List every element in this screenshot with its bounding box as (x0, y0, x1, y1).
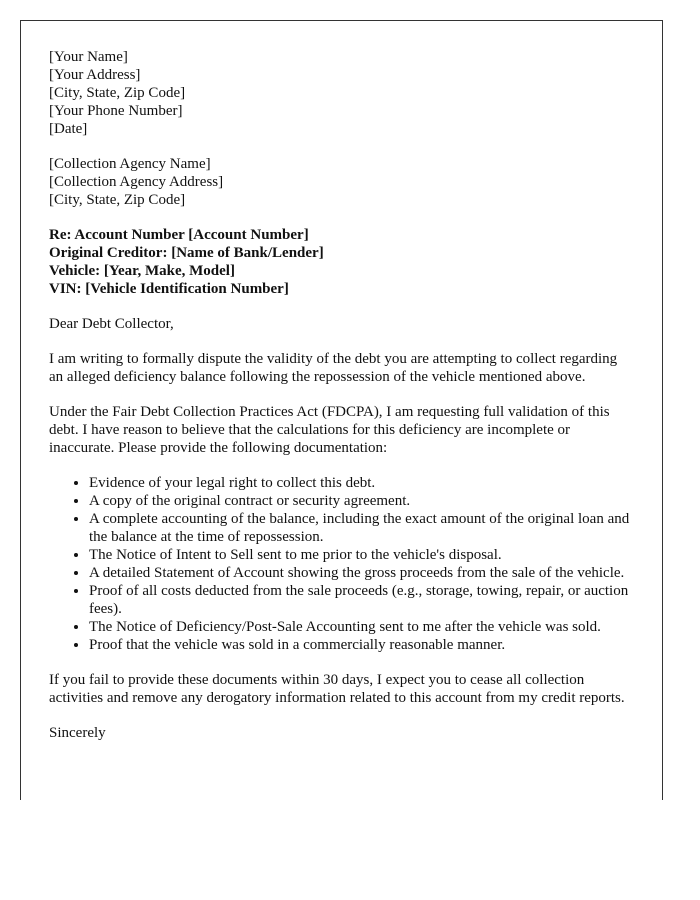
list-item: • Proof of all costs deducted from the sale proceeds (e.g., storage, towing, repair, or auction fees). (89, 582, 634, 618)
list-item: • The Notice of Intent to Sell sent to me prior to the vehicle's disposal. (89, 546, 634, 564)
sender-name: [Your Name] (49, 49, 128, 65)
subject-block (49, 226, 634, 298)
list-item: • The Notice of Deficiency/Post-Sale Accounting sent to me after the vehicle was sold. (89, 618, 634, 636)
subject-vin: VIN: [Vehicle Identification Number] (49, 281, 289, 297)
recipient-address: [Collection Agency Address] (49, 174, 224, 190)
salutation: Dear Debt Collector, (49, 316, 174, 332)
recipient-address-block (49, 155, 634, 209)
list-item: • Evidence of your legal right to collect this debt. (89, 474, 634, 492)
paragraph-request: Under the Fair Debt Collection Practices Act (FDCPA), I am requesting full validation of this debt. I have reason to believe that the calculations for this deficiency are incomplete or inaccurate. Please provide the following documentation: (49, 404, 610, 456)
letter-document (20, 20, 663, 800)
subject-account: Re: Account Number [Account Number] (49, 227, 309, 243)
list-item: • Proof that the vehicle was sold in a commercially reasonable manner. (89, 636, 634, 654)
paragraph-deadline: If you fail to provide these documents within 30 days, I expect you to cease all collection activities and remove any derogatory information related to this account from my credit reports. (49, 672, 625, 706)
list-item: • A complete accounting of the balance, including the exact amount of the original loan and the balance at the time of repossession. (89, 510, 634, 546)
subject-vehicle: Vehicle: [Year, Make, Model] (49, 263, 235, 279)
recipient-city: [City, State, Zip Code] (49, 192, 186, 208)
sender-address-block (49, 48, 634, 138)
closing: Sincerely (49, 725, 106, 741)
sender-address: [Your Address] (49, 67, 141, 83)
documentation-list (49, 474, 634, 654)
subject-creditor: Original Creditor: [Name of Bank/Lender] (49, 245, 324, 261)
letter-date: [Date] (49, 121, 88, 137)
sender-phone: [Your Phone Number] (49, 103, 183, 119)
recipient-name: [Collection Agency Name] (49, 156, 211, 172)
paragraph-intro: I am writing to formally dispute the validity of the debt you are attempting to collect regarding an alleged deficiency balance following the repossession of the vehicle mentioned above. (49, 351, 618, 385)
sender-city: [City, State, Zip Code] (49, 85, 186, 101)
list-item: • A copy of the original contract or security agreement. (89, 492, 634, 510)
list-item: • A detailed Statement of Account showing the gross proceeds from the sale of the vehicle. (89, 564, 634, 582)
